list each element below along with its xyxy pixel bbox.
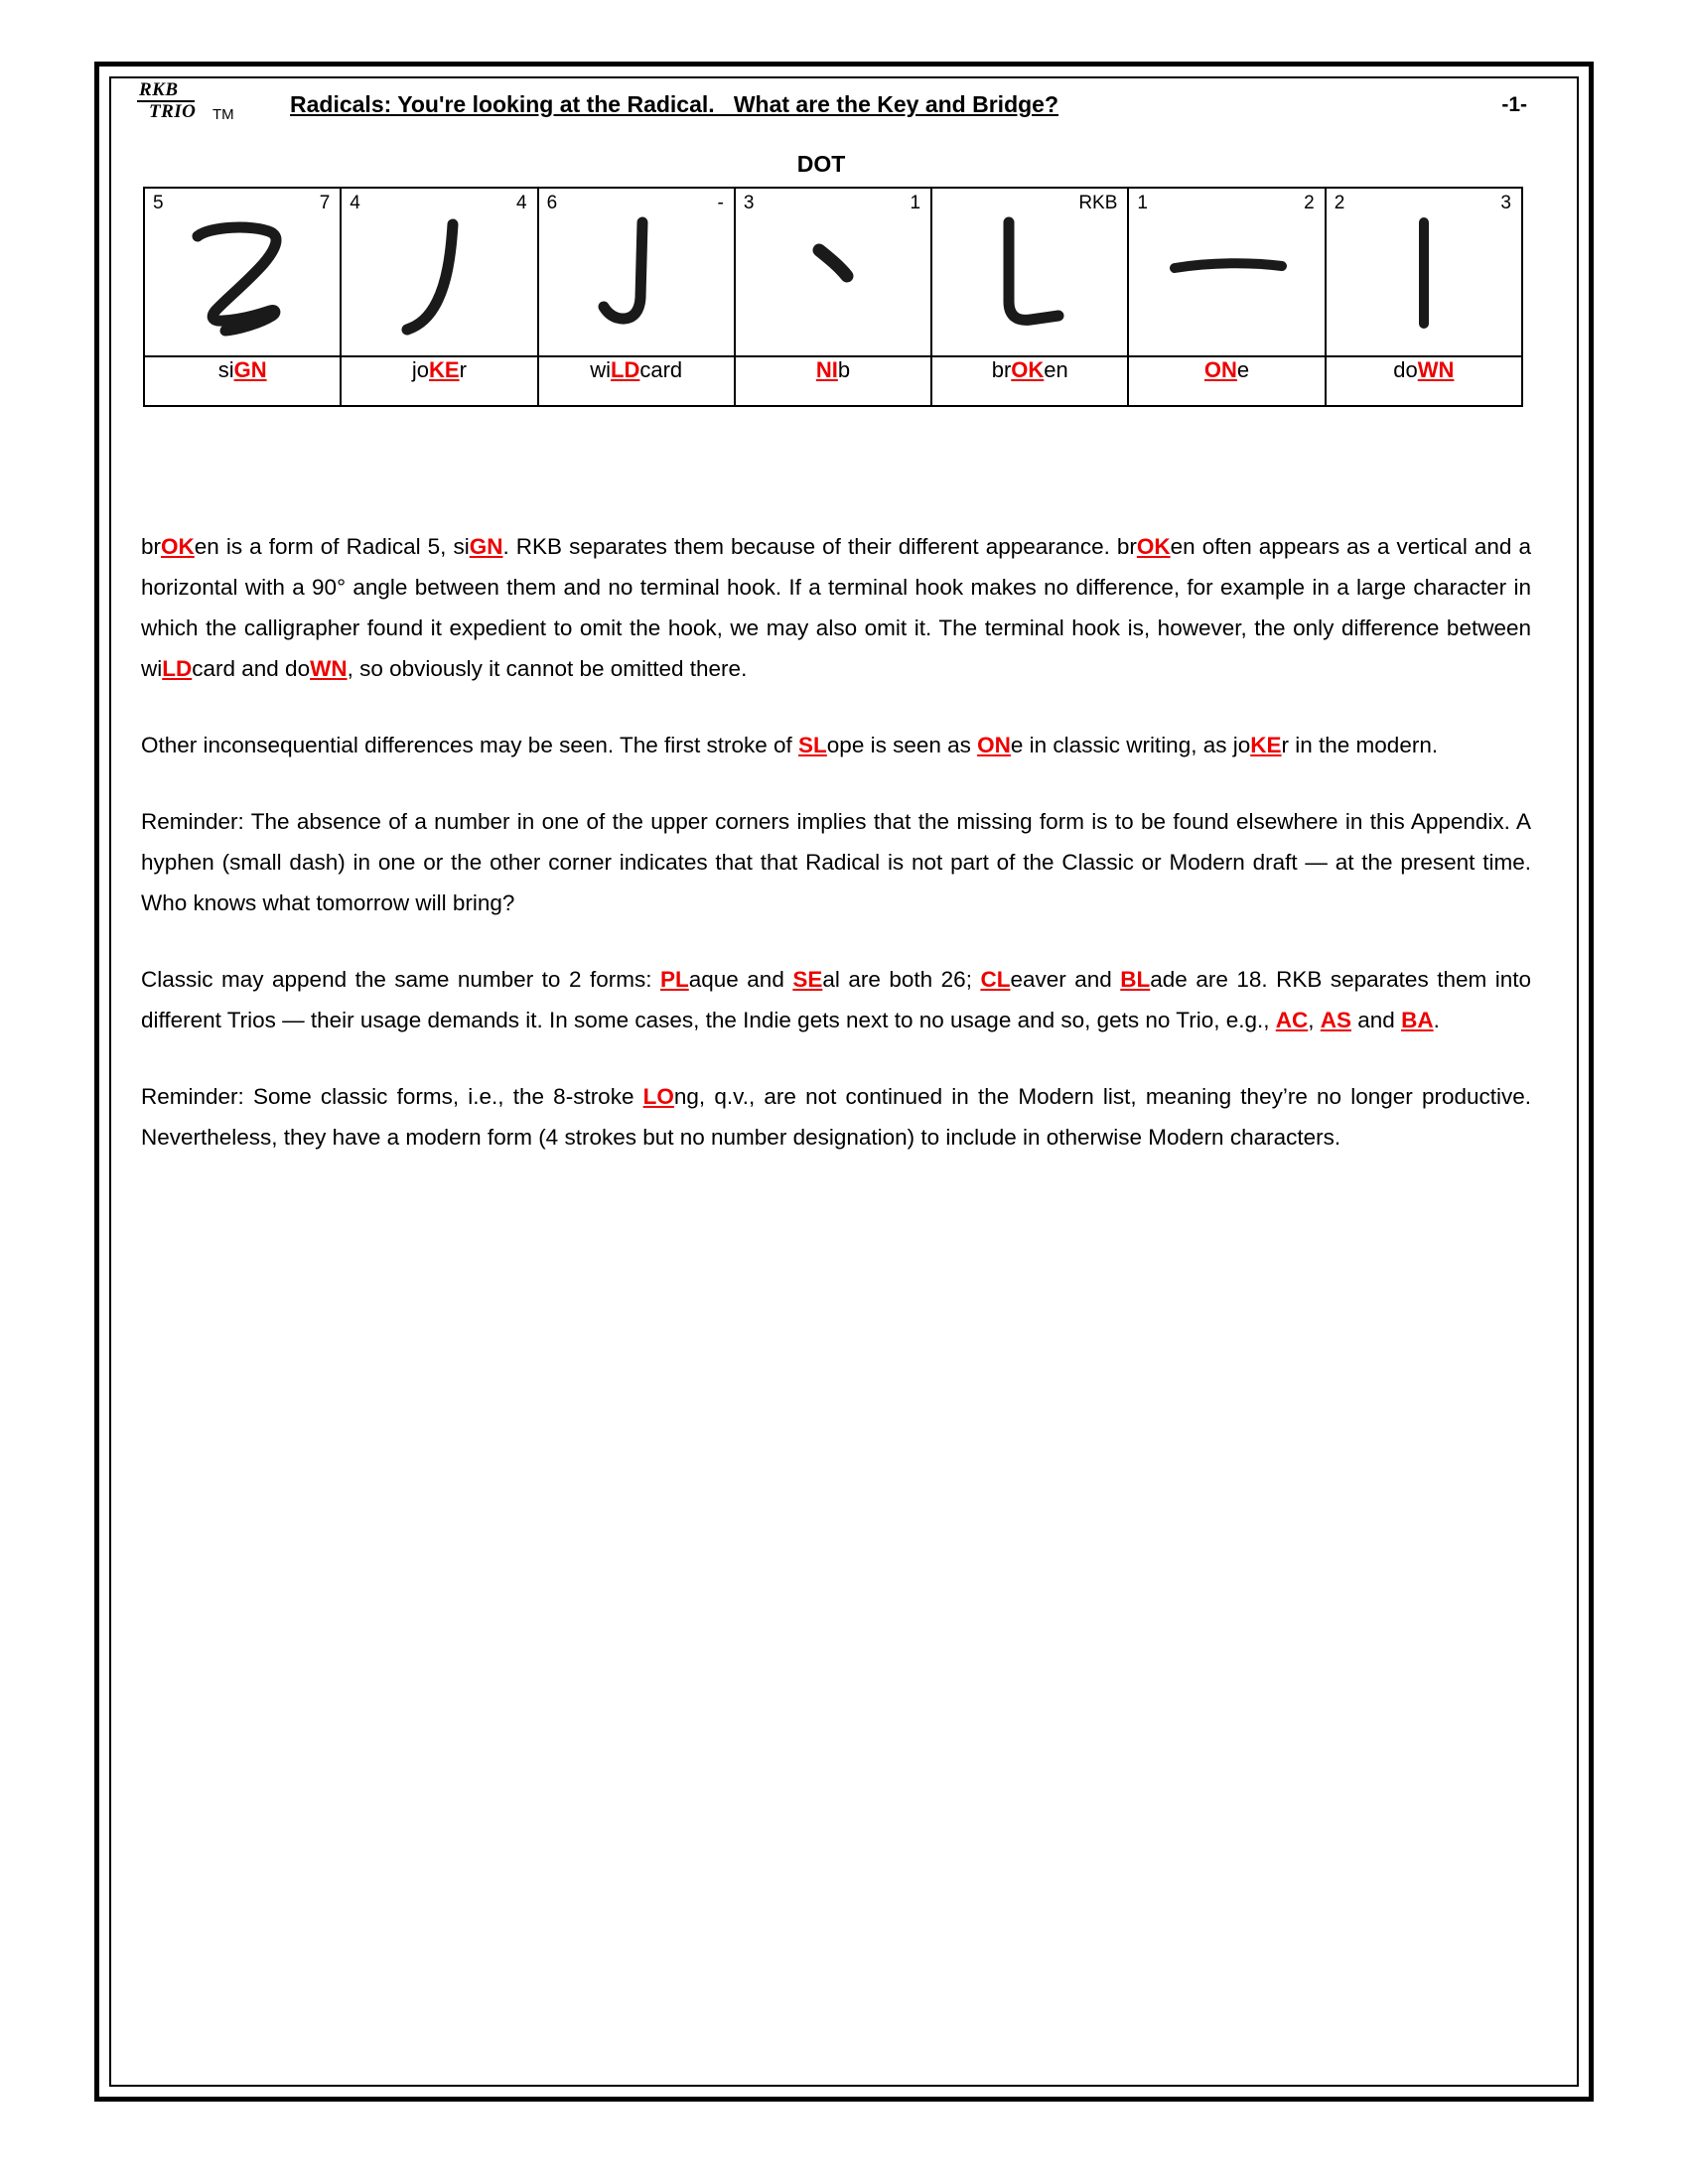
radical-vertical-icon xyxy=(1364,206,1483,345)
para-reminder-corners xyxy=(141,801,1531,923)
radical-name-sign xyxy=(144,356,341,406)
text-run: aque and xyxy=(688,967,793,992)
text-run: Reminder: Some classic forms, i.e., the 8-stroke xyxy=(141,1084,643,1109)
key-highlight: LO xyxy=(642,1084,674,1109)
text-run: ope is seen as xyxy=(826,733,978,757)
radical-cell-one xyxy=(1128,188,1325,356)
text-run: . RKB separates them because of their different appearance. br xyxy=(502,534,1137,559)
key-highlight: SE xyxy=(792,967,823,992)
text-run: , so obviously it cannot be omitted there. xyxy=(347,656,748,681)
key-highlight: CL xyxy=(980,967,1011,992)
corner-number-right: 3 xyxy=(1500,193,1511,213)
key-highlight: PL xyxy=(659,967,689,992)
radical-name-broken xyxy=(931,356,1128,406)
key-highlight: AS xyxy=(1320,1008,1352,1032)
key-highlight: BL xyxy=(1120,967,1151,992)
name-prefix: br xyxy=(991,357,1012,382)
radical-cell-joker xyxy=(341,188,537,356)
logo-trio-text: TRIO xyxy=(149,101,197,122)
name-suffix: b xyxy=(837,357,851,382)
para-classic-numbers xyxy=(141,959,1531,1040)
text-run: e in classic writing, as jo xyxy=(1010,733,1251,757)
logo-rkb-text: RKB xyxy=(139,79,179,100)
corner-number-left: 3 xyxy=(743,193,755,213)
name-prefix: jo xyxy=(411,357,430,382)
corner-number-left: 1 xyxy=(1137,193,1148,213)
name-highlight: LD xyxy=(611,357,640,382)
key-highlight: WN xyxy=(310,656,348,681)
page-content xyxy=(121,79,1567,2085)
corner-number-right: 7 xyxy=(319,193,331,213)
radicals-table xyxy=(143,187,1523,407)
name-suffix: r xyxy=(459,357,467,382)
name-highlight: KE xyxy=(429,357,460,382)
corner-number-left: 6 xyxy=(546,193,558,213)
text-run: and xyxy=(1351,1008,1402,1032)
page-header xyxy=(121,79,1567,149)
text-run: Other inconsequential differences may be seen. The first stroke of xyxy=(141,733,799,757)
radical-cell-broken xyxy=(931,188,1128,356)
trademark-symbol: TM xyxy=(212,106,234,123)
key-highlight: OK xyxy=(1136,534,1171,559)
para-broken xyxy=(141,526,1531,689)
radical-name-nib xyxy=(735,356,931,406)
radical-cell-sign xyxy=(144,188,341,356)
body-text xyxy=(141,526,1531,1158)
key-highlight: ON xyxy=(977,733,1011,757)
page-title: Radicals: You're looking at the Radical. What are the Key and Bridge? xyxy=(290,91,1059,117)
radical-name-one xyxy=(1128,356,1325,406)
page-number: -1- xyxy=(1501,93,1527,116)
corner-number-right: 1 xyxy=(910,193,921,213)
name-prefix: wi xyxy=(590,357,612,382)
name-suffix: e xyxy=(1236,357,1250,382)
name-highlight: ON xyxy=(1203,357,1237,382)
text-run: Classic may append the same number to 2 forms: xyxy=(141,967,660,992)
corner-number-right: 4 xyxy=(515,193,527,213)
radical-name-wildcard xyxy=(538,356,735,406)
text-run: eaver and xyxy=(1010,967,1121,992)
key-highlight: OK xyxy=(161,534,195,559)
text-run: r in the modern. xyxy=(1281,733,1439,757)
corner-number-right: RKB xyxy=(1078,193,1118,213)
radical-dot-icon xyxy=(774,206,893,345)
name-highlight: OK xyxy=(1011,357,1045,382)
radical-name-row xyxy=(144,356,1522,406)
radical-name-joker xyxy=(341,356,537,406)
name-highlight: GN xyxy=(233,357,267,382)
radical-yi-hook-icon xyxy=(168,206,317,345)
text-run: ng, q.v., are not continued in the Modern list, meaning they’re no longer productive. Nevertheless, they have a modern form (4 strokes but no number designation) to include in otherwise Modern characters. xyxy=(141,1084,1531,1150)
name-suffix: card xyxy=(639,357,683,382)
key-highlight: AC xyxy=(1275,1008,1309,1032)
radical-broken-corner-icon xyxy=(965,206,1094,345)
corner-number-right: 2 xyxy=(1304,193,1315,213)
name-highlight: NI xyxy=(815,357,838,382)
para-differences xyxy=(141,725,1531,765)
radical-horizontal-icon xyxy=(1153,206,1302,345)
name-prefix: do xyxy=(1393,357,1418,382)
key-highlight: LD xyxy=(162,656,193,681)
key-highlight: GN xyxy=(469,534,503,559)
rkb-trio-logo xyxy=(121,79,260,135)
corner-number-left: 2 xyxy=(1334,193,1345,213)
radical-pie-stroke-icon xyxy=(379,206,498,345)
text-run: , xyxy=(1308,1008,1321,1032)
corner-number-left: 5 xyxy=(153,193,164,213)
radical-glyph-row xyxy=(144,188,1522,356)
text-run: al are both 26; xyxy=(822,967,981,992)
name-prefix: si xyxy=(217,357,234,382)
text-run: en often appears as a vertical and a horizontal with a 90° angle between them and no terminal hook. If a terminal hook makes no difference, for example in a large character in which the calligrapher found it expedient to omit the hook, we may also omit it. The terminal hook is, however, the only difference between wi xyxy=(141,534,1531,681)
radical-hooked-vertical-icon xyxy=(577,206,696,345)
radical-cell-wildcard xyxy=(538,188,735,356)
para-reminder-long xyxy=(141,1076,1531,1158)
key-highlight: BA xyxy=(1401,1008,1434,1032)
radical-cell-nib xyxy=(735,188,931,356)
text-run: Reminder: The absence of a number in one of the upper corners implies that the missing form is to be found elsewhere in this Appendix. A hyphen (small dash) in one or the other corner indicates that that Radical is not part of the Classic or Modern draft — at the present time. Who knows what tomorrow will bring? xyxy=(141,809,1531,915)
key-highlight: SL xyxy=(798,733,827,757)
section-label-dot: DOT xyxy=(796,151,846,177)
text-run: en is a form of Radical 5, si xyxy=(194,534,470,559)
name-highlight: WN xyxy=(1417,357,1455,382)
text-run: card and do xyxy=(192,656,311,681)
name-suffix: en xyxy=(1044,357,1068,382)
key-highlight: KE xyxy=(1250,733,1282,757)
radical-cell-down xyxy=(1326,188,1522,356)
corner-number-right: - xyxy=(717,193,724,213)
text-run: br xyxy=(141,534,162,559)
text-run: . xyxy=(1433,1008,1440,1032)
corner-number-left: 4 xyxy=(350,193,360,213)
text-run: ade are 18. RKB separates them into different Trios — their usage demands it. In some cases, the Indie gets next to no usage and so, gets no Trio, e.g., xyxy=(141,967,1531,1032)
radical-name-down xyxy=(1326,356,1522,406)
